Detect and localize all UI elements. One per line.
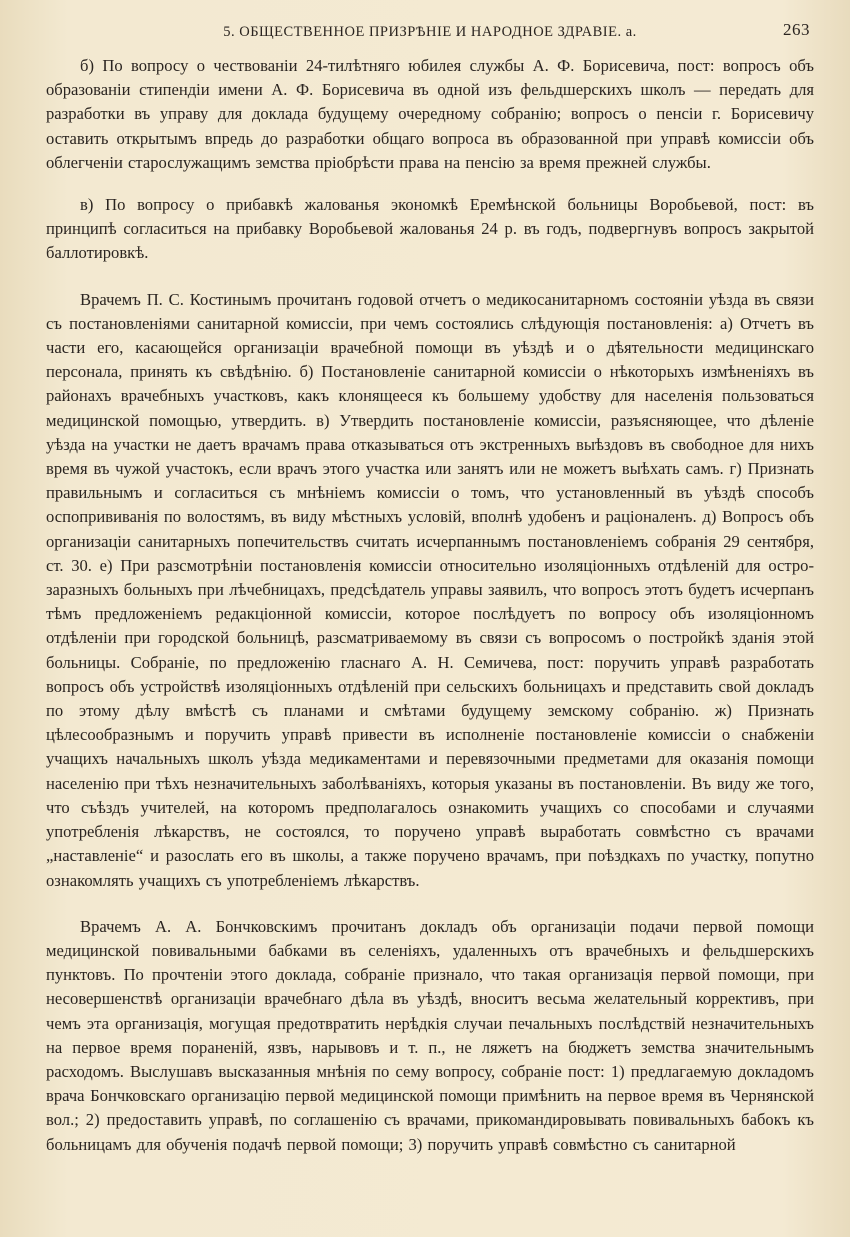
paragraph-bonchkovsky-report: Врачемъ А. А. Бончковскимъ прочитанъ докладъ объ организаціи подачи первой помощи медицинской повивальными бабками въ селеніяхъ, удаленныхъ отъ врачебныхъ и фельдшерскихъ пунктовъ. По прочтеніи этого доклада, собраніе признало, что такая организація первой помощи, при несовершенствѣ организаціи врачебнаго дѣла въ уѣздѣ, вноситъ весьма желательный коррективъ, при чемъ эта организація, могущая предотвратить нерѣдкія случаи печальныхъ послѣдствій незначительныхъ на первое время пораненій, язвъ, нарывовъ и т. п., не ляжетъ на бюджетъ земства значительнымъ расходомъ. Выслушавъ высказанныя мнѣнія по сему вопросу, собраніе пост: 1) предлагаемую докладомъ врача Бончковскаго организацію первой медицинской помощи примѣнить на первое время въ Чернянской вол.; 2) предоставить управѣ, по соглашенію съ врачами, прикомандировывать повивальныхъ бабокъ къ больницамъ для обученія подачѣ первой помощи; 3) поручить управѣ совмѣстно съ санитарной [46, 916, 814, 1154]
paragraph-b-jubilee: б) По вопросу о чествованіи 24-тилѣтняго юбилея службы А. Ф. Борисевича, пост: вопросъ объ образованіи стипендіи имени А. Ф. Борисевича въ одной изъ фельдшерскихъ школъ — передать для разработки въ управу для доклада будущему очередному собранію; вопросъ о пенсіи г. Борисевичу оставить открытымъ впредь до разработки общаго вопроса въ образованной при управѣ комиссіи объ облегченіи старослужащимъ земства пріобрѣсти права на пенсію за время прежней службы. [46, 56, 814, 172]
paragraph-kostin-report: Врачемъ П. С. Костинымъ прочитанъ годовой отчетъ о медикосанитарномъ состояніи уѣзда въ связи съ постановленіями санитарной комиссіи, при чемъ состоялись слѣдующія постановленія: а) Отчетъ въ части его, касающейся организаціи врачебной помощи въ уѣздѣ и о дѣятельности медицинскаго персонала, принять къ свѣдѣнію. б) Постановленіе санитарной комиссіи о нѣкоторыхъ измѣненіяхъ въ районахъ врачебныхъ участковъ, какъ клонящееся къ большему удобству для населенія пользоваться медицинской помощью, утвердить. в) Утвердить постановленіе комиссіи, разъясняющее, что дѣленіе уѣзда на участки не даетъ врачамъ права отказываться отъ экстренныхъ выѣздовъ въ свободное для нихъ время въ чужой участокъ, если врачъ этого участка или занятъ или не можетъ выѣхать самъ. г) Признать правильнымъ и согласиться съ мнѣніемъ комиссіи о томъ, что установленный въ уѣздѣ способъ оспопрививанія по волостямъ, въ виду мѣстныхъ условій, вполнѣ удобенъ и раціоналенъ. д) Вопросъ объ организаціи санитарныхъ попечительствъ считать исчерпаннымъ постановленіемъ собранія 29 сентября, ст. 30. е) При разсмотрѣніи постановленія комиссіи относительно изоляціонныхъ отдѣленій для остро-заразныхъ больныхъ при лѣчебницахъ, предсѣдатель управы заявилъ, что вопросъ этотъ будетъ исчерпанъ тѣмъ предложеніемъ редакціонной комиссіи, которое послѣдуетъ по вопросу объ изоляціонномъ отдѣленіи при городской больницѣ, разсматриваемому въ связи съ вопросомъ о постройкѣ зданія этой больницы. Собраніе, по предложенію гласнаго А. Н. Семичева, пост: поручить управѣ разработать вопросъ объ устройствѣ изоляціонныхъ отдѣленій при сельскихъ больницахъ и представить свой докладъ по этому дѣлу вмѣстѣ съ планами и смѣтами будущему земскому собранію. ж) Признать цѣлесообразнымъ и поручить управѣ привести въ исполненіе постановленіе комиссіи о снабженіи учащихъ начальныхъ школъ уѣзда медикаментами и перевязочными предметами для оказанія помощи населенію при тѣхъ незначительныхъ заболѣваніяхъ, которыя указаны въ постановленіи. Въ виду же того, что съѣздъ учителей, на которомъ предполагалось ознакомить учащихъ со способами и случаями употребленія лѣкарствъ, не состоялся, то поручено управѣ выработать совмѣстно съ врачами „наставленіе“ и разослать его въ школы, а также поручено врачамъ, при поѣздкахъ по участку, попутно ознакомлять учащихъ съ употребленіемъ лѣкарствъ. [46, 289, 814, 890]
running-title: 5. ОБЩЕСТВЕННОЕ ПРИЗРѢНІЕ И НАРОДНОЕ ЗДРАВІЕ. а. [223, 24, 637, 40]
page-body [46, 54, 814, 1157]
paragraph-v-salary: в) По вопросу о прибавкѣ жалованья экономкѣ Еремѣнской больницы Воробьевой, пост: въ принципѣ согласиться на прибавку Воробьевой жалованья 24 р. въ годъ, подвергнувъ вопросъ закрытой баллотировкѣ. [46, 195, 814, 263]
page-number: 263 [783, 20, 810, 39]
page-header [46, 18, 814, 48]
